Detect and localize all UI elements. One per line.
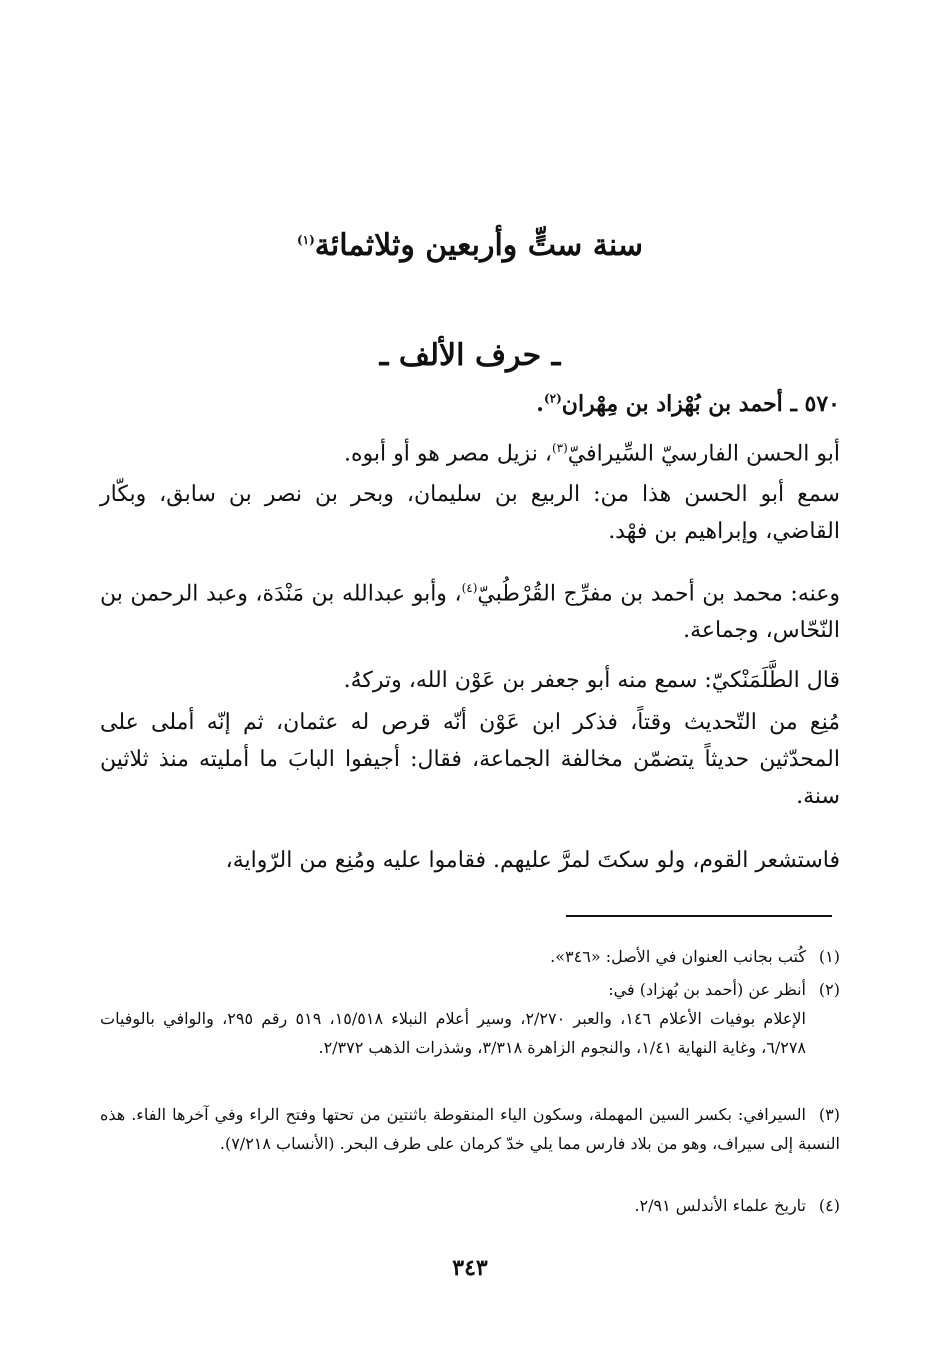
footnote-number: (٢)	[818, 980, 840, 999]
paragraph-teachers: سمع أبو الحسن هذا من: الربيع بن سليمان، وبحر بن نصر بن سابق، وبكّار القاضي، وإبراهيم بن فهْد.	[100, 482, 840, 544]
year-title-note: (١)	[296, 233, 315, 247]
entry-heading-text: ٥٧٠ ـ أحمد بن بُهْزاد بن مِهْران	[561, 391, 840, 417]
footnote-number: (٣)	[818, 1105, 840, 1124]
year-title-text: سنة ستٍّ وأربعين وثلاثمائة	[314, 228, 644, 263]
page-number: ٣٤٣	[452, 1255, 488, 1281]
footnote-text: أنظر عن (أحمد بن بُهزاد) في:	[608, 980, 806, 999]
footnote-2	[100, 975, 840, 1062]
entry-heading-end: .	[536, 391, 544, 417]
footnote-text-continued: الإعلام بوفيات الأعلام ١٤٦، والعبر ٢/٢٧٠، وسير أعلام النبلاء ١٥/٥١٨، ٥١٩ رقم ٢٩٥، والوافي بالوفيات ٦/٢٧٨، وغاية النهاية ١/٤١، والنجوم الزاهرة ٣/٣١٨، وشذرات الذهب ٢/٣٧٢.	[100, 1009, 806, 1057]
students-note: (٤)	[461, 581, 478, 595]
nisba-note: (٣)	[551, 441, 568, 455]
paragraph-continuation: فاستشعر القوم، ولو سكتَ لمرَّ عليهم. فقاموا عليه ومُنِع من الرّواية،	[225, 848, 840, 873]
entry-heading-note: (٢)	[543, 391, 562, 406]
year-title	[0, 228, 940, 263]
footnote-text: تاريخ علماء الأندلس ٢/٩١.	[634, 1196, 806, 1215]
nisba-text-a: أبو الحسن الفارسيّ السِّيرافيّ	[567, 441, 840, 467]
footnote-divider	[566, 915, 832, 917]
paragraph-talamanki: قال الطَّلَمَنْكيّ: سمع منه أبو جعفر بن عَوْن الله، وتركهُ.	[343, 668, 840, 693]
paragraph-nisba	[100, 430, 840, 472]
footnote-3	[100, 1100, 840, 1158]
footnote-text: السيرافي: بكسر السين المهملة، وسكون الياء المنقوطة باثنتين من تحتها وفتح الراء وفي آخرها الفاء. هذه النسبة إلى سيراف، وهو من بلاد فارس مما يلي خدّ كرمان على طرف البحر. (الأنساب ٧/٢١٨).	[100, 1105, 840, 1153]
entry-heading	[100, 391, 840, 417]
paragraph-banned: مُنِع من التّحديث وقتاً، فذكر ابن عَوْن أنّه قرص له عثمان، ثم إنّه أملى على المحدّثين حديثاً يتضمّن مخالفة الجماعة، فقال: أجيفوا البابَ ما أمليته منذ ثلاثين سنة.	[100, 710, 840, 809]
footnote-number: (٤)	[818, 1196, 840, 1215]
footnote-4	[100, 1191, 840, 1220]
footnote-number: (١)	[818, 947, 840, 966]
students-text-a: وعنه: محمد بن أحمد بن مفرِّج القُرْطُبيّ	[477, 581, 840, 607]
paragraph-students	[100, 570, 840, 649]
students-text-b: ، وأبو عبدالله بن مَنْدَة، وعبد الرحمن بن النّحّاس، وجماعة.	[100, 581, 840, 644]
section-title: ـ حرف الألف ـ	[379, 338, 561, 373]
nisba-text-b: ، نزيل مصر هو أو أبوه.	[344, 441, 552, 467]
footnote-text: كُتب بجانب العنوان في الأصل: «٣٤٦».	[550, 947, 806, 966]
footnote-1	[100, 942, 840, 971]
